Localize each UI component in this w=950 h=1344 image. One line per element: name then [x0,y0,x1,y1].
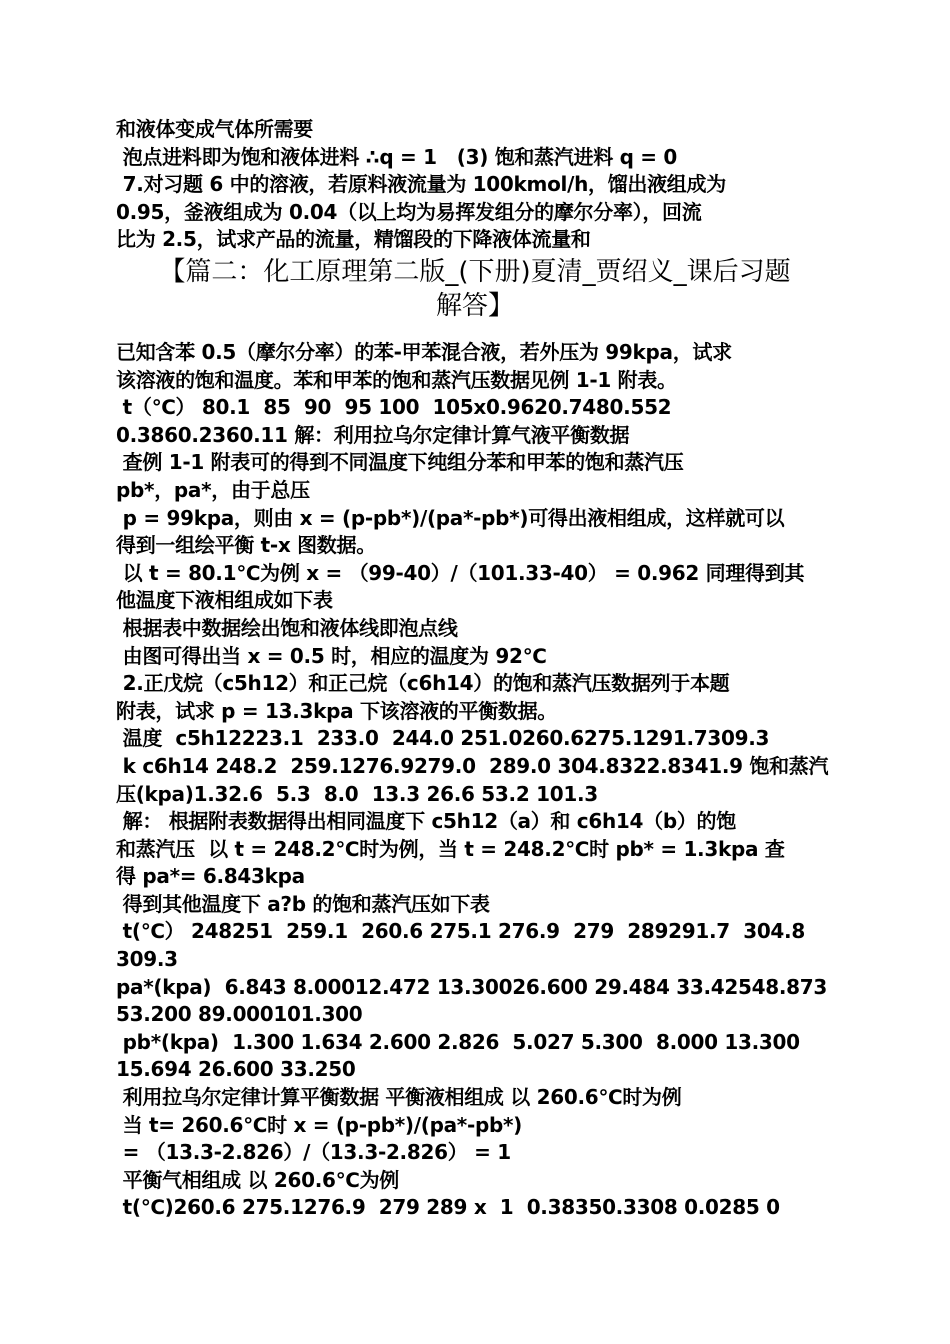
text-line: 309.3 [116,947,178,972]
section-heading-line-1: 【篇二：化工原理第二版_(下册)夏清_贾绍义_课后习题 [159,257,791,287]
text-line: p = 99kpa，则由 x = (p-pb*)/(pa*-pb*)可得出液相组成，这样就可以 [116,505,785,530]
text-line: 利用拉乌尔定律计算平衡数据 平衡液相组成 以 260.6℃时为例 [116,1085,682,1110]
text-line: 附表，试求 p = 13.3kpa 下该溶液的平衡数据。 [116,698,557,723]
text-line: 泡点进料即为饱和液体进料 ∴q = 1 (3) 饱和蒸汽进料 q = 0 [116,144,677,169]
text-line: 已知含苯 0.5（摩尔分率）的苯-甲苯混合液，若外压为 99kpa，试求 [116,340,732,364]
text-line: 以 t = 80.1℃为例 x = （99-40）/（101.33-40） = 0.962 同理得到其 [116,560,805,585]
text-line: 根据表中数据绘出饱和液体线即泡点线 [116,615,458,640]
text-line: 和蒸汽压 以 t = 248.2℃时为例，当 t = 248.2℃时 pb* = 1.3kpa 查 [116,836,785,861]
text-line: 和液体变成气体所需要 [116,117,313,141]
text-line: 查例 1-1 附表可的得到不同温度下纯组分苯和甲苯的饱和蒸汽压 [116,450,684,475]
text-line: 比为 2.5，试求产品的流量，精馏段的下降液体流量和 [116,227,591,252]
text-line: 当 t= 260.6℃时 x = (p-pb*)/(pa*-pb*) [116,1112,522,1137]
text-line: 7.对习题 6 中的溶液，若原料液流量为 100kmol/h，馏出液组成为 [116,172,726,197]
text-line: 0.3860.2360.11 解：利用拉乌尔定律计算气液平衡数据 [116,422,630,447]
text-line: t(℃） 248251 259.1 260.6 275.1 276.9 279 289291.7 304.8 [116,919,805,944]
section-heading-line-2: 解答】 [435,291,514,321]
text-line: 53.200 89.000101.300 [116,1002,363,1027]
text-line: pa*(kpa) 6.843 8.00012.472 13.30026.600 29.484 33.42548.873 [116,974,828,999]
text-line: 解： 根据附表数据得出相同温度下 c5h12（a）和 c6h14（b）的饱 [116,809,736,834]
text-line: = （13.3-2.826）/（13.3-2.826） = 1 [116,1140,511,1165]
text-line: pb*(kpa) 1.300 1.634 2.600 2.826 5.027 5.300 8.000 13.300 [116,1029,800,1054]
text-line: 15.694 26.600 33.250 [116,1057,356,1082]
text-line: 得到其他温度下 a?b 的饱和蒸汽压如下表 [116,891,490,916]
text-line: 平衡气相组成 以 260.6℃为例 [116,1167,399,1192]
section-heading [110,255,840,323]
text-line: pb*，pa*，由于总压 [116,477,310,502]
text-line: 该溶液的饱和温度。苯和甲苯的饱和蒸汽压数据见例 1-1 附表。 [116,367,677,392]
intro-text-block [116,116,838,254]
body-text-block [116,339,838,1222]
text-line: k c6h14 248.2 259.1276.9279.0 289.0 304.8322.8341.9 饱和蒸汽 [116,753,829,778]
text-line: 2.正戊烷（c5h12）和正己烷（c6h14）的饱和蒸汽压数据列于本题 [116,671,730,696]
text-line: t（℃） 80.1 85 90 95 100 105x0.9620.7480.552 [116,395,672,420]
text-line: 压(kpa)1.32.6 5.3 8.0 13.3 26.6 53.2 101.3 [116,781,598,806]
text-line: 得 pa*= 6.843kpa [116,864,305,889]
text-line: 温度 c5h12223.1 233.0 244.0 251.0260.6275.1291.7309.3 [116,726,770,751]
text-line: t(℃)260.6 275.1276.9 279 289 x 1 0.38350.3308 0.0285 0 [116,1195,780,1220]
text-line: 0.95，釜液组成为 0.04（以上均为易挥发组分的摩尔分率），回流 [116,199,702,224]
text-line: 由图可得出当 x = 0.5 时，相应的温度为 92℃ [116,643,547,668]
text-line: 他温度下液相组成如下表 [116,588,333,613]
text-line: 得到一组绘平衡 t-x 图数据。 [116,533,376,558]
